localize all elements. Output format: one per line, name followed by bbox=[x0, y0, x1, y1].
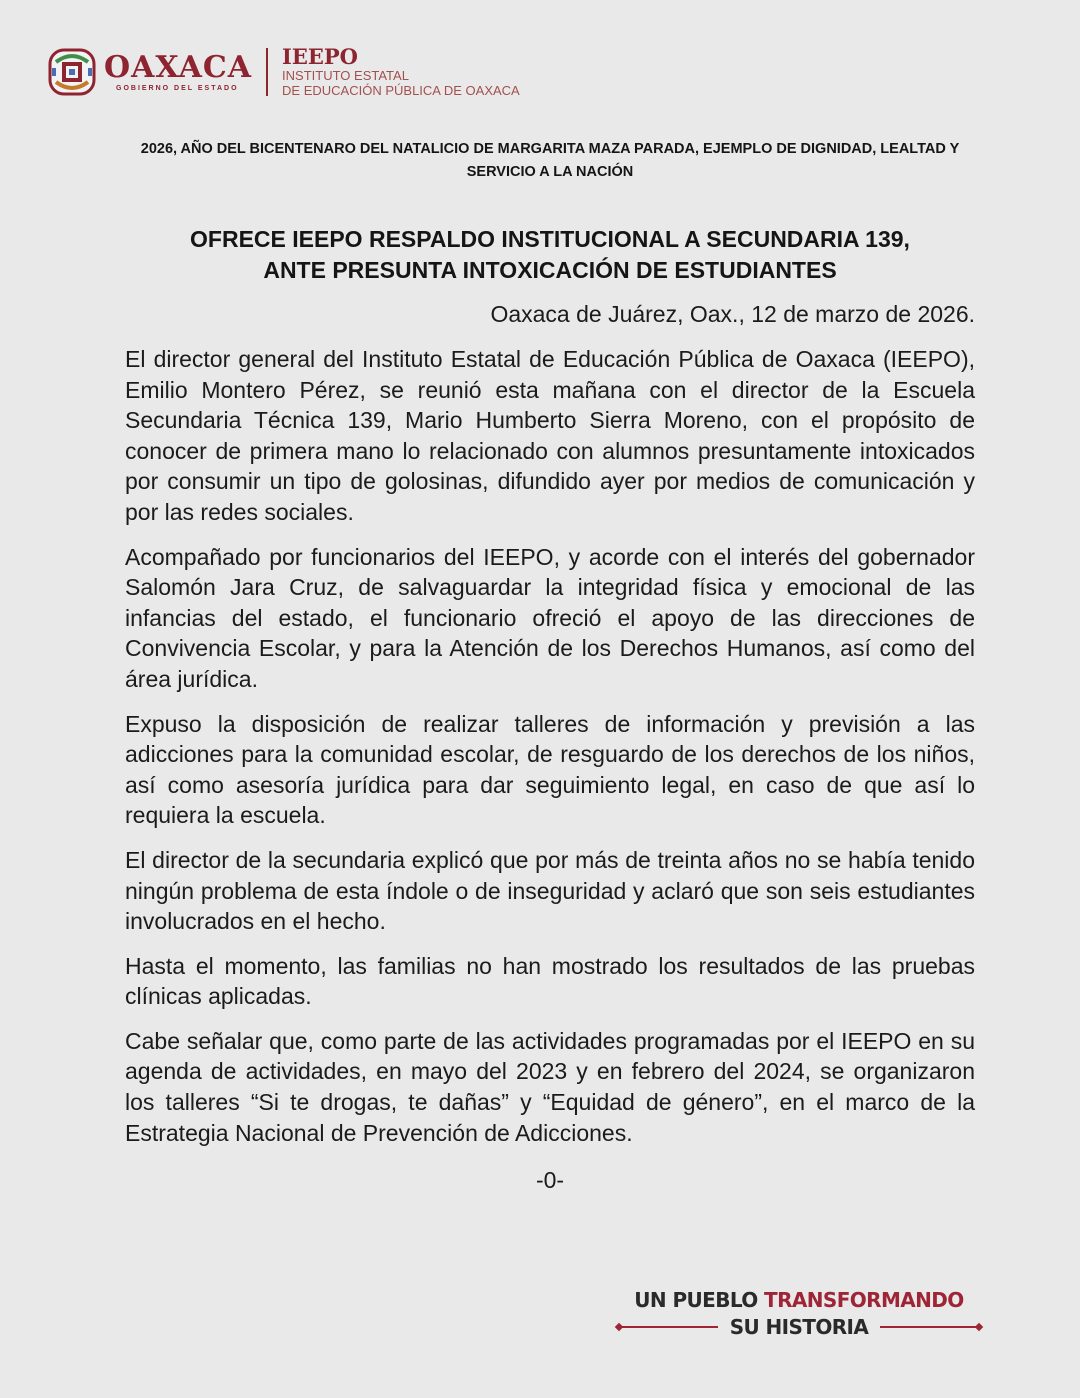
logo-divider bbox=[266, 48, 268, 96]
government-subtitle: GOBIERNO DEL ESTADO bbox=[116, 84, 239, 92]
government-logo bbox=[104, 49, 253, 92]
paragraph: Cabe señalar que, como parte de las actividades programadas por el IEEPO en su agenda de actividades, en mayo del 2023 y en febrero del 2024, se organizaron los talleres “Si te drogas, te dañas” y “Equidad de género”, en el marco de la Estrategia Nacional de Prevención de Adicciones. bbox=[125, 1027, 975, 1146]
year-motto bbox=[120, 138, 980, 184]
government-name: OAXACA bbox=[104, 49, 253, 85]
slogan-part2: TRANSFORMANDO bbox=[764, 1288, 964, 1312]
paragraph: El director de la secundaria explicó que por más de treinta años no se había tenido ningún problema de esta índole o de inseguridad y aclaró que son seis estudiantes involucrados en el hecho. bbox=[125, 846, 975, 935]
agency-acronym: IEEPO bbox=[282, 44, 358, 69]
slogan-rule-right bbox=[880, 1326, 982, 1328]
letterhead bbox=[48, 44, 520, 100]
slogan-line2 bbox=[616, 1314, 982, 1340]
press-release-title bbox=[120, 224, 980, 286]
paragraph: Acompañado por funcionarios del IEEPO, y acorde con el interés del gobernador Salomón Jara Cruz, de salvaguardar la integridad física y emocional de las infancias del estado, el funcionario ofreció el apoyo de las direcciones de Convivencia Escolar, y para la Atención de los Derechos Humanos, así como del área jurídica. bbox=[125, 543, 975, 692]
agency-logo bbox=[282, 46, 520, 98]
paragraph: Expuso la disposición de realizar talleres de información y previsión a las adicciones para la comunidad escolar, de resguardo de los derechos de los niños, así como asesoría jurídica para dar seguimiento legal, en caso de que así lo requiera la escuela. bbox=[125, 710, 975, 829]
year-motto-line1: 2026, AÑO DEL BICENTENARO DEL NATALICIO DE MARGARITA MAZA PARADA, EJEMPLO DE DIGNIDAD, LEALTAD Y bbox=[140, 141, 960, 157]
dateline: Oaxaca de Juárez, Oax., 12 de marzo de 2026. bbox=[490, 301, 975, 327]
paragraph: Hasta el momento, las familias no han mostrado los resultados de las pruebas clínicas aplicadas. bbox=[125, 952, 975, 1010]
slogan-rule-left bbox=[616, 1326, 718, 1328]
paragraph: El director general del Instituto Estatal de Educación Pública de Oaxaca (IEEPO), Emilio Montero Pérez, se reunió esta mañana con el director de la Escuela Secundaria Técnica 139, Mario Humberto Sierra Moreno, con el propósito de conocer de primera mano lo relacionado con alumnos presuntamente intoxicados por consumir un tipo de golosinas, difundido ayer por medios de comunicación y por las redes sociales. bbox=[125, 346, 975, 525]
title-line1: OFRECE IEEPO RESPALDO INSTITUCIONAL A SECUNDARIA 139, bbox=[190, 226, 910, 252]
slogan-subtitle: SU HISTORIA bbox=[729, 1315, 869, 1339]
title-line2: ANTE PRESUNTA INTOXICACIÓN DE ESTUDIANTES bbox=[263, 257, 837, 283]
oaxaca-seal-icon bbox=[48, 48, 96, 96]
slogan-logo bbox=[616, 1286, 982, 1340]
slogan-part1: UN PUEBLO bbox=[634, 1288, 765, 1312]
agency-name-line2: DE EDUCACIÓN PÚBLICA DE OAXACA bbox=[282, 83, 520, 98]
agency-name-line1: INSTITUTO ESTATAL bbox=[282, 68, 409, 83]
end-mark: -0- bbox=[535, 1167, 565, 1193]
slogan-line1 bbox=[616, 1286, 982, 1314]
year-motto-line2: SERVICIO A LA NACIÓN bbox=[466, 164, 634, 180]
press-release-body bbox=[125, 344, 975, 1162]
